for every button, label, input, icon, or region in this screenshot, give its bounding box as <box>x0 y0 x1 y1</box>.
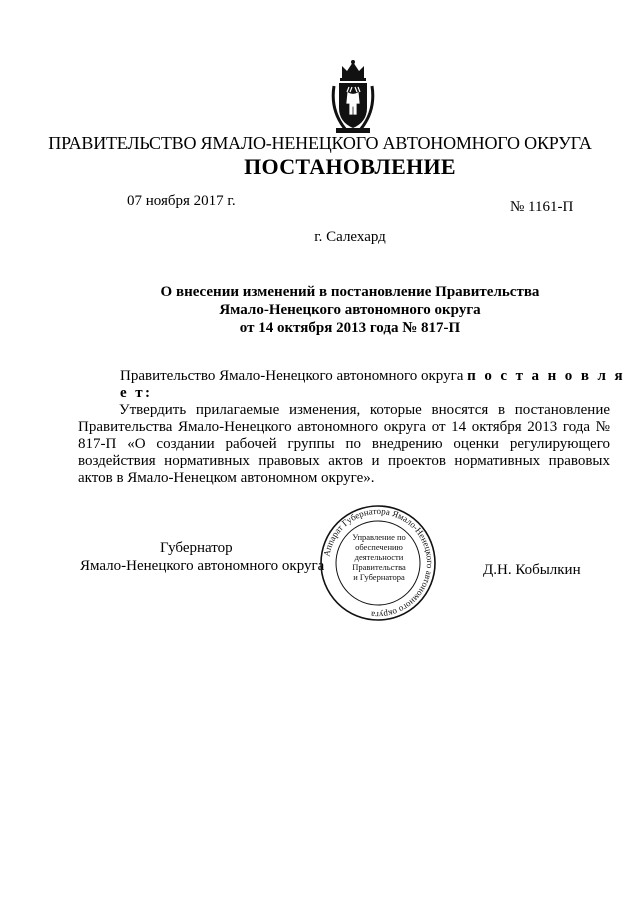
document-type-heading: ПОСТАНОВЛЕНИЕ <box>244 154 456 179</box>
seal-center-line: Управление по <box>352 532 406 542</box>
coat-of-arms-emblem <box>328 56 378 136</box>
document-title <box>160 283 540 337</box>
resolution-subject: Правительство Ямало-Ненецкого автономного округа <box>120 368 464 384</box>
resolution-intro <box>120 368 640 402</box>
document-date: 07 ноября 2017 г. <box>127 193 236 209</box>
seal-center-line: и Губернатора <box>353 572 405 582</box>
document-title-line: О внесении изменений в постановление Правительства <box>160 284 540 300</box>
document-number: № 1161-П <box>510 199 574 215</box>
seal-center-text <box>346 532 412 582</box>
document-title-line: Ямало-Ненецкого автономного округа <box>219 302 481 318</box>
seal-center-line: обеспечению <box>355 542 403 552</box>
resolution-paragraph: Утвердить прилагаемые изменения, которые вносятся в постановление Правительства Ямало-Ненецкого автономного округа от 14 октября 2013 года № 817-П «О создании рабочей группы по внедрению оценки регулирующего воздействия нормативных правовых актов и проектов нормативных правовых актов в Ямало-Ненецком автономном округе». <box>78 402 610 486</box>
resolution-verb: п о с т а н о в л я е т: <box>120 368 625 401</box>
signatory-role: Губернатор <box>160 540 233 556</box>
document-title-line: от 14 октября 2013 года № 817-П <box>239 320 461 336</box>
signatory-region: Ямало-Ненецкого автономного округа <box>80 558 325 574</box>
seal-center-line: деятельности <box>354 552 404 562</box>
document-city: г. Салехард <box>314 229 386 245</box>
signatory-name: Д.Н. Кобылкин <box>483 562 581 578</box>
organization-name: ПРАВИТЕЛЬСТВО ЯМАЛО-НЕНЕЦКОГО АВТОНОМНОГО ОКРУГА <box>48 133 592 153</box>
seal-center-line: Правительства <box>352 562 406 572</box>
seal-ring-text: Аппарат Губернатора Ямало-Ненецкого автономного округа <box>321 505 436 621</box>
